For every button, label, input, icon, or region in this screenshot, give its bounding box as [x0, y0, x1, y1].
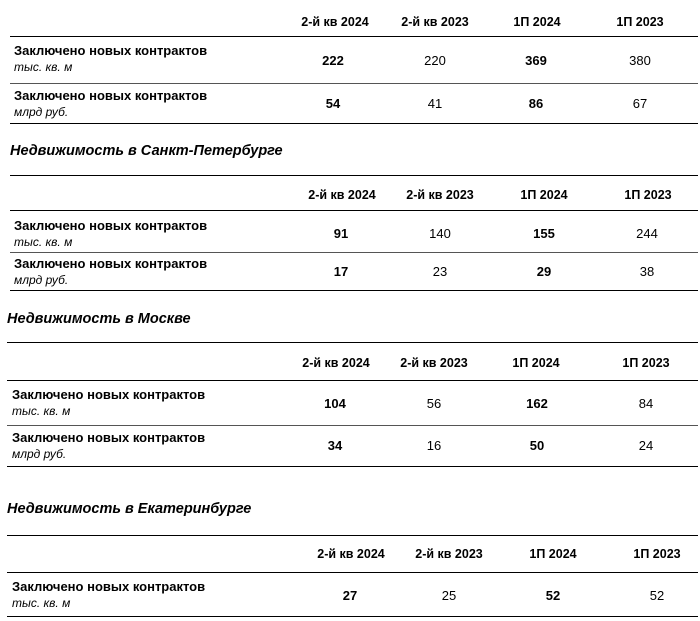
- column-header: 1П 2024: [520, 188, 568, 202]
- value-cell: 380: [629, 53, 651, 68]
- column-header: 2-й кв 2024: [317, 547, 385, 561]
- column-header: 2-й кв 2023: [415, 547, 483, 561]
- divider: [10, 210, 698, 211]
- value-cell: 220: [424, 53, 446, 68]
- column-header: 2-й кв 2024: [308, 188, 376, 202]
- value-cell: 24: [638, 438, 654, 453]
- divider: [7, 342, 698, 343]
- divider: [10, 83, 698, 84]
- value-cell: 84: [638, 396, 654, 411]
- divider: [7, 380, 698, 381]
- value-cell: 54: [325, 96, 341, 111]
- column-header: 1П 2024: [529, 547, 577, 561]
- value-cell: 222: [322, 53, 344, 68]
- divider: [7, 572, 698, 573]
- column-header: 2-й кв 2024: [302, 356, 370, 370]
- row-unit: тыс. кв. м: [12, 404, 71, 418]
- value-cell: 369: [525, 53, 547, 68]
- column-header: 1П 2023: [624, 188, 672, 202]
- row-label: Заключено новых контрактов: [14, 256, 208, 271]
- column-header: 2-й кв 2023: [400, 356, 468, 370]
- row-label: Заключено новых контрактов: [14, 43, 208, 58]
- column-header: 1П 2023: [622, 356, 670, 370]
- row-unit: млрд руб.: [12, 447, 67, 461]
- divider: [10, 123, 698, 124]
- table-total: [0, 0, 700, 126]
- row-unit: тыс. кв. м: [14, 60, 73, 74]
- section-title: Недвижимость в Москве: [7, 311, 191, 327]
- row-unit: тыс. кв. м: [12, 596, 71, 610]
- value-cell: 244: [636, 226, 658, 241]
- divider: [10, 175, 698, 176]
- divider: [7, 425, 698, 426]
- value-cell: 104: [324, 396, 346, 411]
- divider: [10, 252, 698, 253]
- value-cell: 162: [526, 396, 548, 411]
- row-label: Заключено новых контрактов: [14, 88, 208, 103]
- section-title: Недвижимость в Санкт-Петербурге: [10, 143, 283, 159]
- column-header: 1П 2023: [616, 15, 664, 29]
- column-header: 1П 2023: [633, 547, 681, 561]
- value-cell: 52: [545, 588, 561, 603]
- value-cell: 86: [528, 96, 544, 111]
- divider: [10, 290, 698, 291]
- value-cell: 140: [429, 226, 451, 241]
- value-cell: 17: [333, 264, 349, 279]
- value-cell: 23: [432, 264, 448, 279]
- value-cell: 16: [426, 438, 442, 453]
- column-header: 2-й кв 2024: [301, 15, 369, 29]
- divider: [7, 535, 698, 536]
- value-cell: 27: [342, 588, 358, 603]
- value-cell: 155: [533, 226, 555, 241]
- column-header: 1П 2024: [512, 356, 560, 370]
- divider: [10, 36, 698, 37]
- column-header: 2-й кв 2023: [406, 188, 474, 202]
- value-cell: 25: [441, 588, 457, 603]
- row-unit: млрд руб.: [14, 105, 69, 119]
- row-unit: млрд руб.: [14, 273, 69, 287]
- row-label: Заключено новых контрактов: [12, 387, 206, 402]
- value-cell: 67: [632, 96, 648, 111]
- value-cell: 41: [427, 96, 443, 111]
- divider: [7, 466, 698, 467]
- column-header: 1П 2024: [513, 15, 561, 29]
- section-title: Недвижимость в Екатеринбурге: [7, 501, 252, 517]
- row-unit: тыс. кв. м: [14, 235, 73, 249]
- row-label: Заключено новых контрактов: [12, 579, 206, 594]
- value-cell: 34: [327, 438, 343, 453]
- value-cell: 52: [649, 588, 665, 603]
- row-label: Заключено новых контрактов: [14, 218, 208, 233]
- value-cell: 91: [333, 226, 349, 241]
- column-header: 2-й кв 2023: [401, 15, 469, 29]
- value-cell: 29: [536, 264, 552, 279]
- value-cell: 50: [529, 438, 545, 453]
- value-cell: 56: [426, 396, 442, 411]
- value-cell: 38: [639, 264, 655, 279]
- row-label: Заключено новых контрактов: [12, 430, 206, 445]
- divider: [7, 616, 698, 617]
